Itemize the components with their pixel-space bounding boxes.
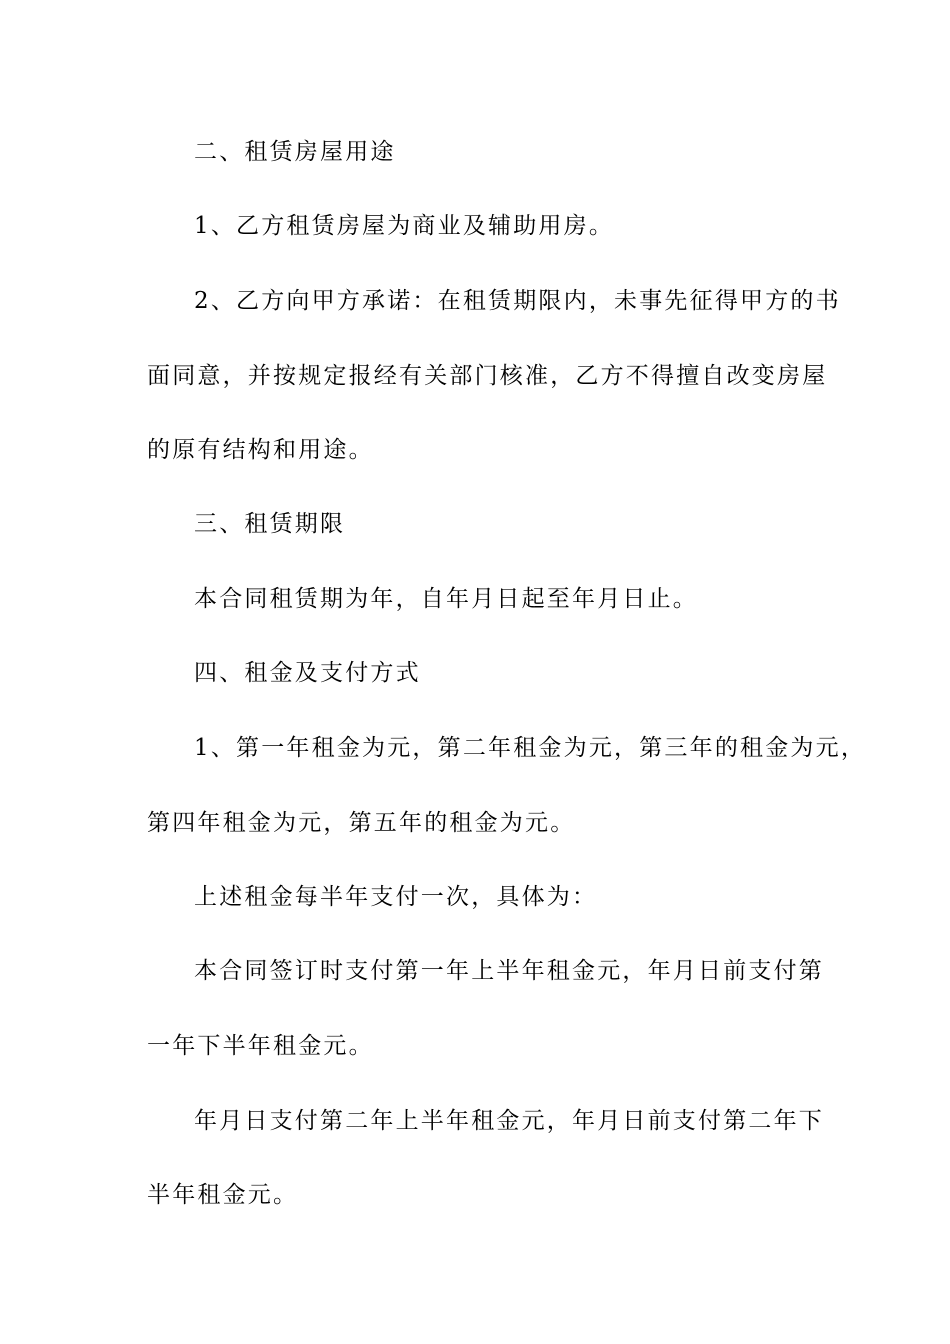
section-heading-rent: 四、租金及支付方式 [194,660,421,686]
clause-usage-2-line-2: 面同意，并按规定报经有关部门核准，乙方不得擅自改变房屋 [147,363,828,389]
clause-usage-1: 1、乙方租赁房屋为商业及辅助用房。 [194,213,615,239]
clause-rent-1-line-2: 第四年租金为元，第五年的租金为元。 [147,810,576,836]
section-heading-term: 三、租赁期限 [194,511,346,537]
clause-rent-1-line-1: 1、第一年租金为元，第二年租金为元，第三年的租金为元， [194,735,867,761]
clause-rent-schedule-2-line-1: 年月日支付第二年上半年租金元，年月日前支付第二年下 [194,1108,824,1134]
section-heading-usage: 二、租赁房屋用途 [194,139,396,165]
clause-usage-2-line-1: 2、乙方向甲方承诺：在租赁期限内，未事先征得甲方的书 [194,288,841,314]
clause-rent-schedule-1-line-1: 本合同签订时支付第一年上半年租金元，年月日前支付第 [194,958,824,984]
clause-term: 本合同租赁期为年，自年月日起至年月日止。 [194,586,698,612]
clause-rent-schedule-2-line-2: 半年租金元。 [147,1182,299,1208]
clause-usage-2-line-3: 的原有结构和用途。 [147,437,374,463]
clause-rent-schedule-intro: 上述租金每半年支付一次，具体为： [194,884,598,910]
clause-rent-schedule-1-line-2: 一年下半年租金元。 [147,1033,374,1059]
